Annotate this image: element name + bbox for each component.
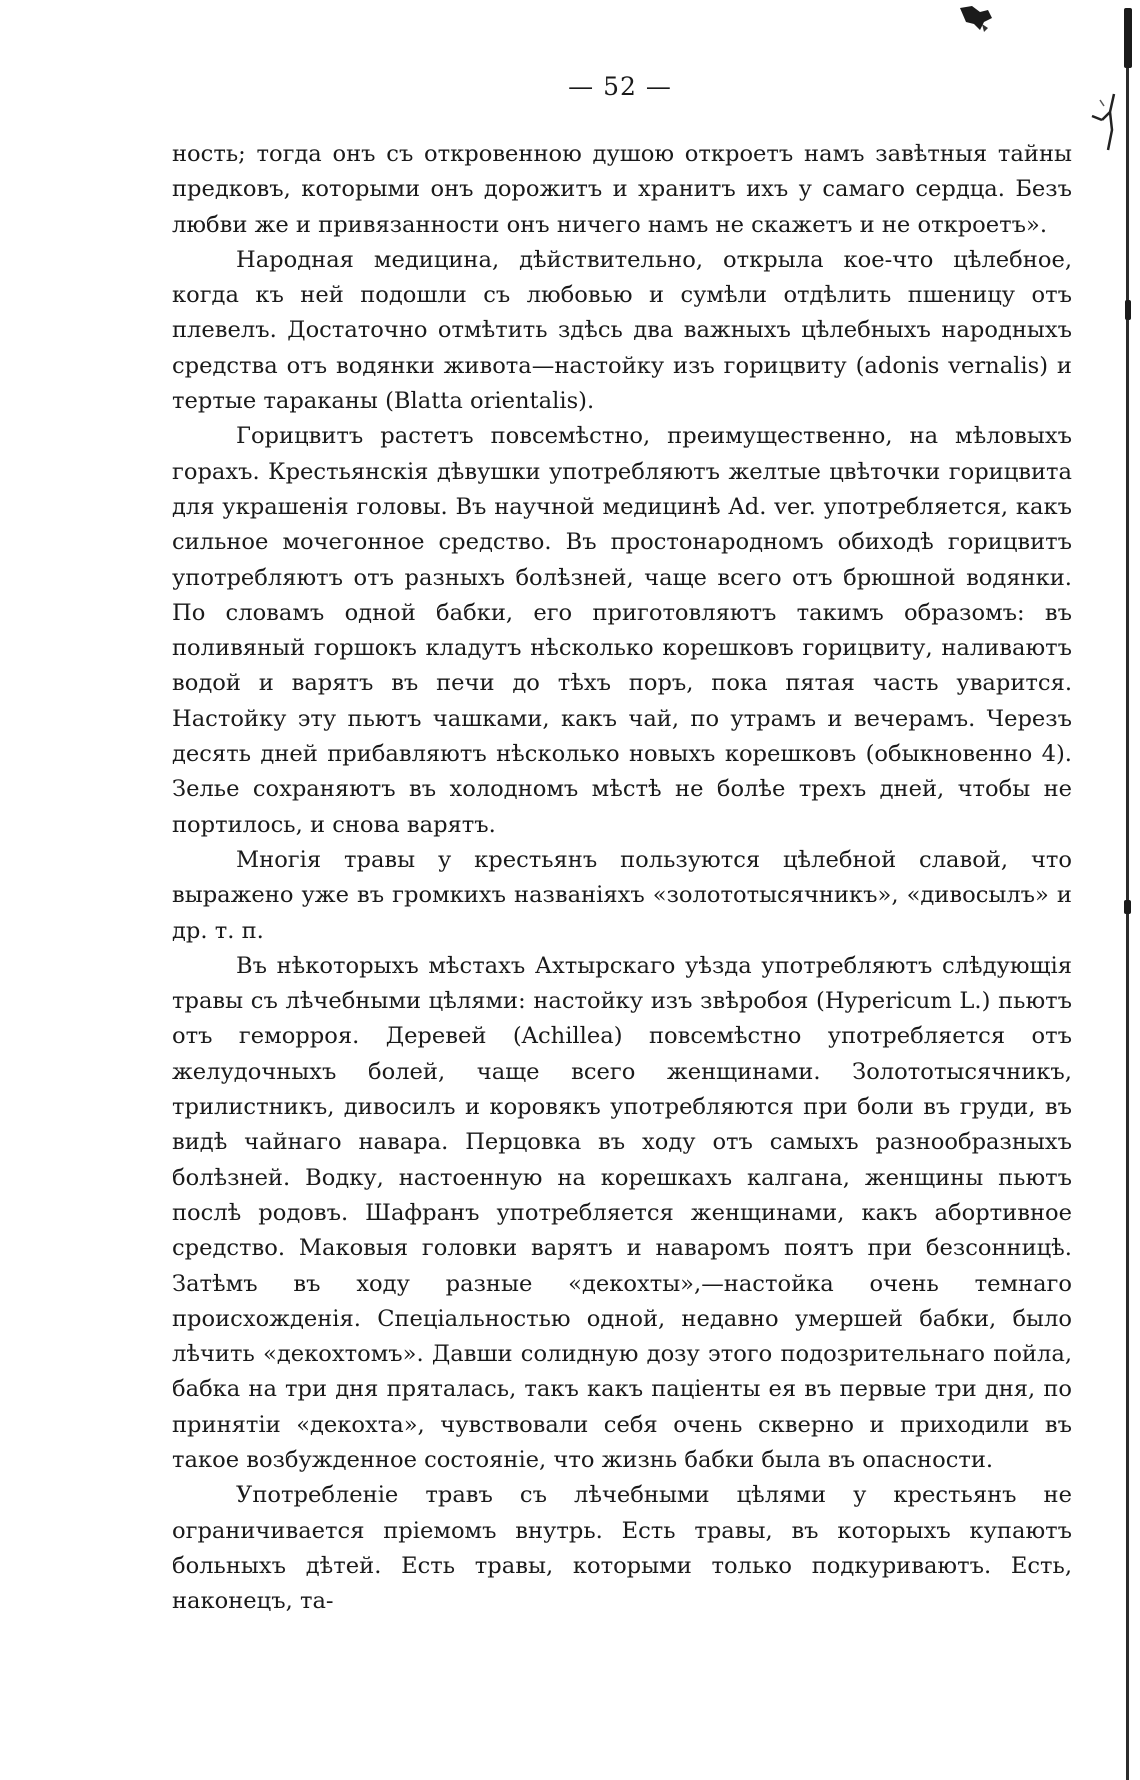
ink-blot-mark: [958, 4, 996, 34]
paragraph-akhtyrka-herbs: Въ нѣкоторыхъ мѣстахъ Ахтырскаго уѣзда употребляютъ слѣдующія травы съ лѣчебными цѣлями: настойку изъ звѣробоя (Hypericum L.) пьютъ отъ геморроя. Деревей (Achillea) повсемѣстно употребляется отъ желудочныхъ болей, чаще всего женщинами. Золототысячникъ, трилистникъ, дивосилъ и коровякъ употребляются при боли въ груди, въ видѣ чайнаго навара. Перцовка въ ходу отъ самыхъ разнообразныхъ болѣзней. Водку, настоенную на корешкахъ калгана, женщины пьютъ послѣ родовъ. Шафранъ употребляется женщинами, какъ абортивное средство. Маковыя головки варятъ и наваромъ поятъ при безсонницѣ. Затѣмъ въ ходу разные «декохты»,—настойка очень темнаго происхожденія. Спеціальностью одной, недавно умершей бабки, было лѣчить «декохтомъ». Давши солидную дозу этого подозрительнаго пойла, бабка на три дня пряталась, такъ какъ паціенты ея въ первые три дня, по принятіи «декохта», чувствовали себя очень скверно и приходили въ такое возбужденное состояніе, что жизнь бабки была въ опасности.: [172, 952, 1072, 1473]
paragraph-continued: ность; тогда онъ съ откровенною душою откроетъ намъ завѣтныя тайны предковъ, которыми онъ дорожитъ и хранитъ ихъ у самаго сердца. Безъ любви же и привязанности онъ ничего намъ не скажетъ и не откроетъ».: [172, 141, 1072, 238]
body-text: [172, 137, 1072, 1619]
paragraph-folk-medicine: Народная медицина, дѣйствительно, открыла кое-что цѣлебное, когда къ ней подошли съ любовью и сумѣли отдѣлить пшеницу отъ плевелъ. Достаточно отмѣтить здѣсь два важныхъ цѣлебныхъ народныхъ средства отъ водянки живота—настойку изъ горицвиту (adonis vernalis) и тертые тараканы (Blatta orientalis).: [172, 246, 1072, 415]
page-number: — 52 —: [568, 72, 672, 101]
paragraph-herbs-names: Многія травы у крестьянъ пользуются цѣлебной славой, что выражено уже въ громкихъ названіяхъ «золототысячникъ», «дивосылъ» и др. т. п.: [172, 846, 1072, 944]
paragraph-herb-usage: Употребленіе травъ съ лѣчебными цѣлями у крестьянъ не ограничивается пріемомъ внутрь. Есть травы, въ которыхъ купаютъ больныхъ дѣтей. Есть травы, которыми только подкуриваютъ. Есть, наконецъ, та-: [172, 1482, 1072, 1615]
paragraph-goritsvit: Горицвитъ растетъ повсемѣстно, преимущественно, на мѣловыхъ горахъ. Крестьянскія дѣвушки употребляютъ желтые цвѣточки горицвита для украшенія головы. Въ научной медицинѣ Ad. ver. употребляется, какъ сильное мочегонное средство. Въ простонародномъ обиходѣ горицвитъ употребляютъ отъ разныхъ болѣзней, чаще всего отъ брюшной водянки. По словамъ одной бабки, его приготовляютъ такимъ образомъ: въ поливяный горшокъ кладутъ нѣсколько корешковъ горицвиту, наливаютъ водой и варятъ въ печи до тѣхъ поръ, пока пятая часть уварится. Настойку эту пьютъ чашками, какъ чай, по утрамъ и вечерамъ. Черезъ десять дней прибавляютъ нѣсколько новыхъ корешковъ (обыкновенно 4). Зелье сохраняютъ въ холодномъ мѣстѣ не болѣе трехъ дней, чтобы не портилось, и снова варятъ.: [172, 423, 1072, 838]
page-binding-edge: [1124, 0, 1140, 1780]
